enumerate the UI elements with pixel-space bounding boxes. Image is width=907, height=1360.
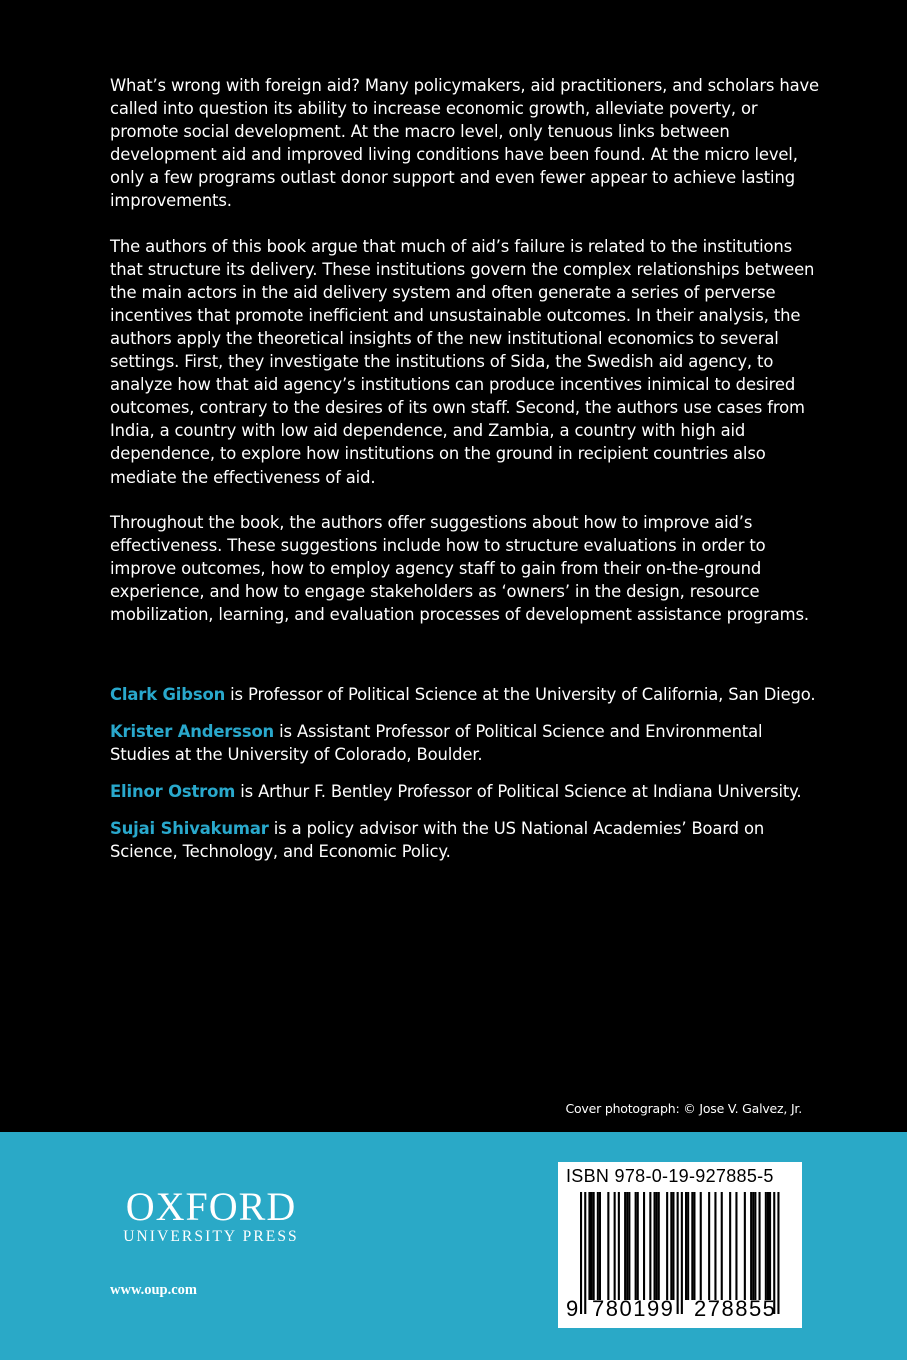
barcode-bar bbox=[729, 1192, 731, 1300]
author-description: is Arthur F. Bentley Professor of Political Science at Indiana University. bbox=[235, 782, 802, 802]
publisher-url: www.oup.com bbox=[110, 1282, 198, 1298]
author-name: Sujai Shivakumar bbox=[110, 819, 269, 839]
barcode-bar bbox=[635, 1192, 637, 1300]
barcode-bar bbox=[735, 1192, 737, 1300]
barcode-bar bbox=[767, 1192, 769, 1300]
author-bios bbox=[110, 683, 822, 878]
barcode-bar bbox=[721, 1192, 723, 1300]
barcode-bar bbox=[685, 1192, 687, 1300]
barcode-bar bbox=[643, 1192, 645, 1300]
barcode-digits bbox=[558, 1296, 802, 1324]
barcode-digits-right: 278855 bbox=[694, 1296, 777, 1321]
barcode-bar bbox=[607, 1192, 609, 1300]
publisher-subtitle: UNIVERSITY PRESS bbox=[123, 1228, 299, 1245]
barcode-bar bbox=[759, 1192, 761, 1300]
author-name: Elinor Ostrom bbox=[110, 782, 236, 802]
author-description: is Assistant Professor of Political Science and Environmental Studies at the University of Colorado, Boulder. bbox=[110, 722, 763, 765]
blurb-paragraph-3: Throughout the book, the authors offer suggestions about how to improve aid’s effectiveness. These suggestions include how to structure evaluations in order to improve outcomes, how to employ agency staff to gain from their on-the-ground experience, and how to engage stakeholders as ‘owners’ in the design, resource mobilization, learning, and evaluation processes of development assistance programs. bbox=[110, 512, 809, 624]
barcode-digit-first: 9 bbox=[566, 1296, 579, 1321]
barcode-bar bbox=[593, 1192, 595, 1300]
barcode-bar bbox=[708, 1192, 710, 1300]
author-description: is Professor of Political Science at the University of California, San Diego. bbox=[225, 685, 816, 704]
barcode-digits-left: 780199 bbox=[592, 1296, 675, 1321]
barcode-bar bbox=[656, 1192, 658, 1300]
barcode-bar bbox=[744, 1192, 746, 1300]
author-bio bbox=[110, 683, 822, 706]
barcode-bar bbox=[599, 1192, 601, 1300]
blurb bbox=[110, 74, 822, 648]
barcode-bar bbox=[658, 1192, 660, 1300]
barcode-bar bbox=[614, 1192, 616, 1300]
barcode-bar bbox=[693, 1192, 695, 1300]
barcode-bar bbox=[626, 1192, 628, 1300]
barcode-bar bbox=[666, 1192, 668, 1300]
author-bio bbox=[110, 720, 822, 766]
author-name: Krister Andersson bbox=[110, 722, 275, 742]
barcode-bar bbox=[687, 1192, 689, 1300]
author-bio bbox=[110, 817, 822, 863]
author-bio bbox=[110, 780, 822, 803]
barcode-bar bbox=[754, 1192, 756, 1300]
author-description: is a policy advisor with the US National Academies’ Board on Science, Technology, and Economic Policy. bbox=[110, 819, 765, 862]
barcode-bar bbox=[649, 1192, 651, 1300]
barcode-bar bbox=[654, 1192, 656, 1300]
barcode-bar bbox=[637, 1192, 639, 1300]
barcode-bar bbox=[624, 1192, 626, 1300]
barcode-bar bbox=[597, 1192, 599, 1300]
barcode-bar bbox=[769, 1192, 771, 1300]
barcode-bar bbox=[752, 1192, 754, 1300]
cover-photo-credit: Cover photograph: © Jose V. Galvez, Jr. bbox=[565, 1101, 802, 1116]
barcode-bar bbox=[750, 1192, 752, 1300]
barcode-bar bbox=[618, 1192, 620, 1300]
blurb-paragraph-1: What’s wrong with foreign aid? Many policymakers, aid practitioners, and scholars have called into question its ability to increase economic growth, alleviate poverty, or promote social development. At the macro level, only tenuous links between development aid and improved living conditions have been found. At the micro level, only a few programs outlast donor support and even fewer appear to achieve lasting improvements. bbox=[110, 76, 819, 211]
barcode-bar bbox=[714, 1192, 716, 1300]
barcode-bar bbox=[628, 1192, 630, 1300]
publisher-logo bbox=[108, 1184, 314, 1246]
isbn-label: ISBN 978-0-19-927885-5 bbox=[566, 1166, 774, 1186]
author-name: Clark Gibson bbox=[110, 685, 226, 704]
barcode-bar bbox=[765, 1192, 767, 1300]
barcode-bar bbox=[591, 1192, 593, 1300]
barcode-bar bbox=[670, 1192, 672, 1300]
isbn-barcode bbox=[558, 1162, 802, 1328]
barcode-bar bbox=[691, 1192, 693, 1300]
barcode-bar bbox=[588, 1192, 590, 1300]
barcode-bar bbox=[672, 1192, 674, 1300]
barcode-bar bbox=[700, 1192, 702, 1300]
publisher-name: OXFORD bbox=[125, 1184, 297, 1229]
blurb-paragraph-2: The authors of this book argue that much of aid’s failure is related to the institutions that structure its delivery. These institutions govern the complex relationships between the main actors in the aid delivery system and often generate a series of perverse incentives that promote inefficient and unsustainable outcomes. In their analysis, the authors apply the theoretical insights of the new institutional economics to several settings. First, they investigate the institutions of Sida, the Swedish aid agency, to analyze how that aid agency’s institutions can produce incentives inimical to desired outcomes, contrary to the desires of its own staff. Second, the authors use cases from India, a country with low aid dependence, and Zambia, a country with high aid dependence, to explore how institutions on the ground in recipient countries also mediate the effectiveness of aid. bbox=[110, 236, 815, 487]
